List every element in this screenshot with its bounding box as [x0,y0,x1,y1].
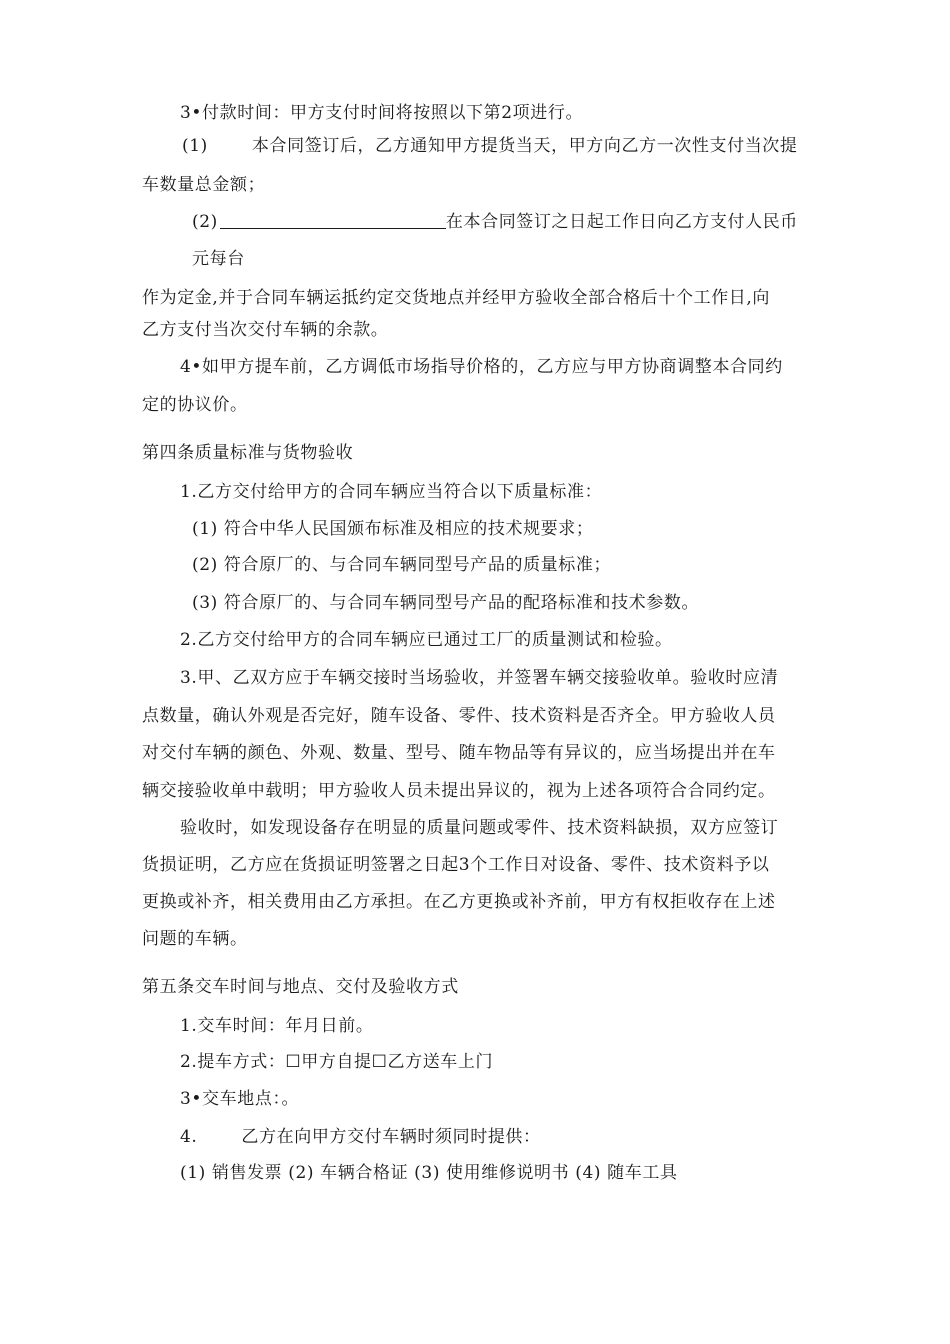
price-adjustment-continued: 定的协议价。 [142,395,248,415]
article-5-heading: 第五条交车时间与地点、交付及验收方式 [142,977,459,997]
fill-in-blank [220,210,446,229]
article-4-heading: 第四条质量标准与货物验收 [142,443,354,463]
item-number: 4. [180,1127,198,1147]
damage-clause-line-3: 更换或补齐，相关费用由乙方承担。在乙方更换或补齐前，甲方有权拒收存在上述 [142,892,776,912]
option-number: (1) [182,136,208,156]
inspection-clause-line-2: 点数量，确认外观是否完好，随车设备、零件、技术资料是否齐全。甲方验收人员 [142,706,776,726]
quality-item-1: (1) 符合中华人民国颁布标准及相应的技术规要求； [192,519,594,539]
delivery-documents-list: (1) 销售发票 (2) 车辆合格证 (3) 使用维修说明书 (4) 随车工具 [180,1163,678,1183]
damage-clause: 验收时，如发现设备存在明显的质量问题或零件、技术资料缺损，双方应签订 [180,818,779,838]
pickup-method: 2.提车方式：☐甲方自提☐乙方送车上门 [180,1052,494,1072]
damage-clause-line-4: 问题的车辆。 [142,929,248,949]
payment-time-clause: 3•付款时间：甲方支付时间将按照以下第2项进行。 [180,103,584,123]
damage-clause-line-2: 货损证明，乙方应在货损证明签署之日起3个工作日对设备、零件、技术资料予以 [142,855,770,875]
inspection-clause: 3.甲、乙双方应于车辆交接时当场验收，并签署车辆交接验收单。验收时应清 [180,668,779,688]
factory-test-clause: 2.乙方交付给甲方的合同车辆应已通过工厂的质量测试和检验。 [180,630,673,650]
delivery-documents-clause [180,1125,541,1149]
payment-option-2 [192,210,798,234]
quality-standard-clause: 1.乙方交付给甲方的合同车辆应当符合以下质量标准： [180,482,603,502]
option-text: 本合同签订后，乙方通知甲方提货当天，甲方向乙方一次性支付当次提 [251,136,798,156]
quality-item-3: (3) 符合原厂的、与合同车辆同型号产品的配珞标准和技术参数。 [192,593,700,613]
deposit-clause: 作为定金,并于合同车辆运抵约定交货地点并经甲方验收全部合格后十个工作日,向 [142,288,771,308]
option-text: 在本合同签订之日起工作日向乙方支付人民币 [445,212,798,232]
option-number: (2) [192,212,218,232]
delivery-time: 1.交车时间：年月日前。 [180,1016,374,1036]
quality-item-2: (2) 符合原厂的、与合同车辆同型号产品的质量标准； [192,555,612,575]
payment-option-1-continued: 车数量总金额； [142,175,266,195]
payment-option-2-unit: 元每台 [192,249,245,269]
payment-option-1 [182,134,798,158]
inspection-clause-line-3: 对交付车辆的颜色、外观、数量、型号、随车物品等有异议的，应当场提出并在车 [142,743,776,763]
price-adjustment-clause: 4•如甲方提车前，乙方调低市场指导价格的，乙方应与甲方协商调整本合同约 [180,357,783,377]
delivery-location: 3•交车地点：。 [180,1089,300,1109]
deposit-clause-continued: 乙方支付当次交付车辆的余款。 [142,320,389,340]
item-text: 乙方在向甲方交付车辆时须同时提供： [241,1127,541,1147]
inspection-clause-line-4: 辆交接验收单中载明；甲方验收人员未提出异议的，视为上述各项符合合同约定。 [142,781,776,801]
